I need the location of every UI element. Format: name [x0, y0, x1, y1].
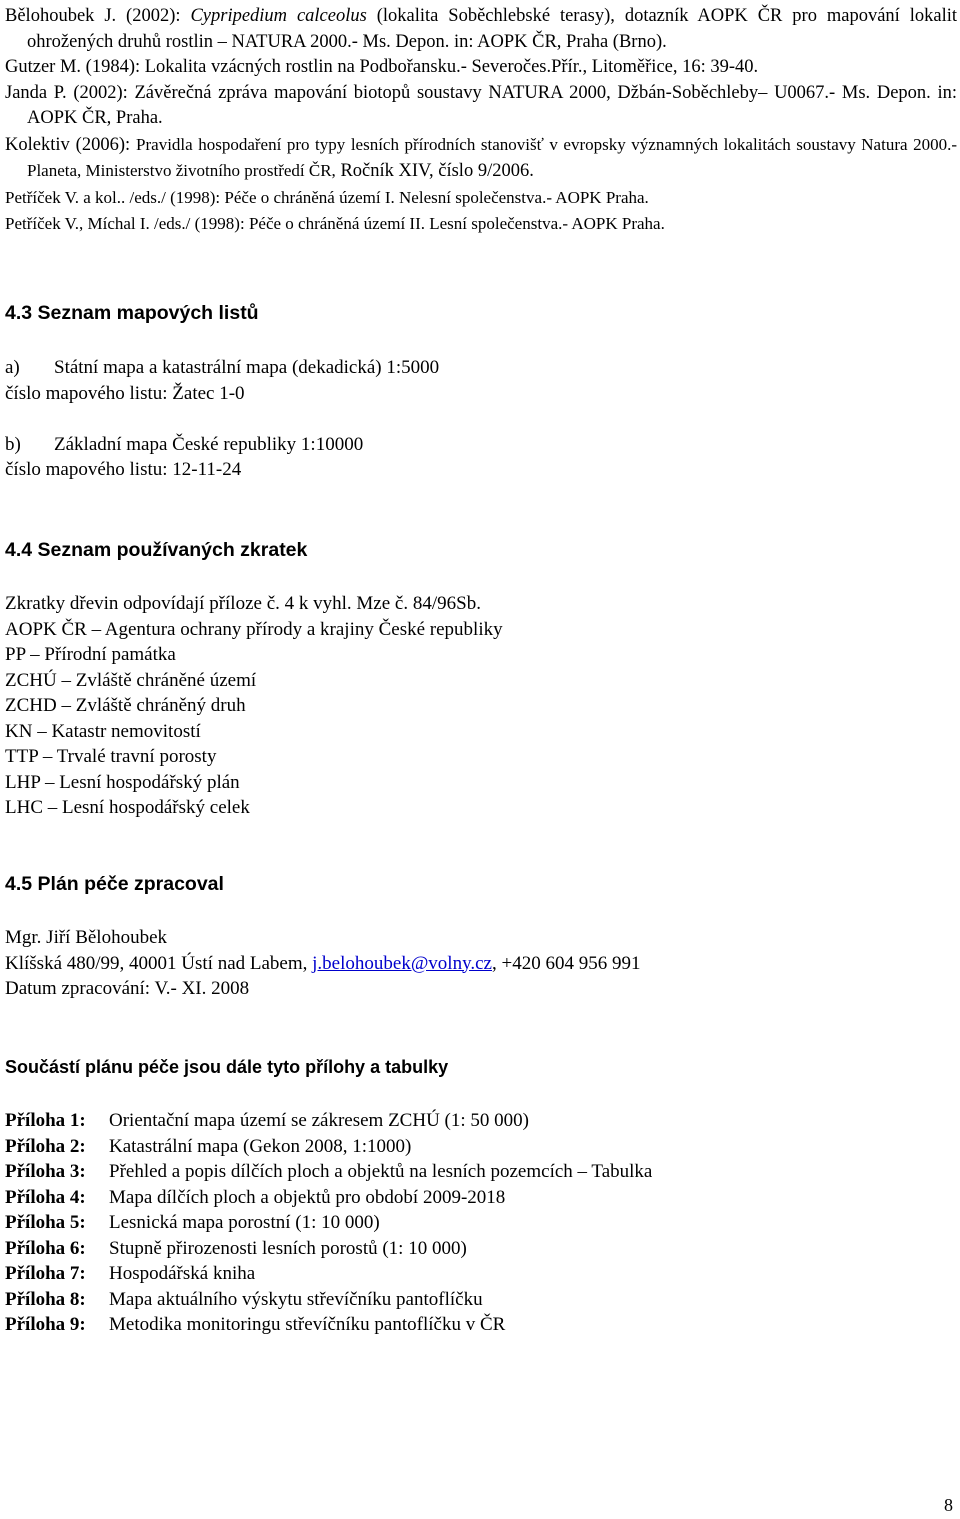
abbreviation-item: LHP – Lesní hospodářský plán	[5, 771, 240, 793]
attachment-item: Příloha 3: Přehled a popis dílčích ploch a objektů na lesních pozemcích – Tabulka	[5, 1161, 653, 1182]
reference-text: Pravidla hospodaření pro typy lesních přírodních stanovišť v evropsky významných lokalitách soustavy Natura 2000.- Planeta, Ministerstvo životního prostředí ČR,	[27, 134, 957, 180]
reference-list	[5, 4, 957, 238]
attachment-item: Příloha 2: Katastrální mapa (Gekon 2008, 1:1000)	[5, 1135, 412, 1157]
abbreviation-item: ZCHÚ – Zvláště chráněné území	[5, 669, 257, 691]
reference-text: Bělohoubek J. (2002):	[5, 6, 191, 26]
attachment-item: Příloha 8: Mapa aktuálního výskytu střevíčníku pantoflíčku	[5, 1288, 483, 1310]
reference-item: Gutzer M. (1984): Lokalita vzácných rostlin na Podbořansku.- Severočes.Přír., Litoměřice, 16: 39-40.	[5, 57, 759, 77]
reference-item	[5, 132, 957, 185]
map-sheet-number: číslo mapového listu: Žatec 1-0	[5, 382, 245, 404]
reference-text: Petříček V., Míchal I. /eds./ (1998): Péče o chráněná území II. Lesní společenstva.- AOPK Praha.	[5, 214, 665, 233]
reference-item	[5, 4, 957, 55]
map-sheets-list	[5, 355, 439, 483]
abbreviation-item: KN – Katastr nemovitostí	[5, 720, 201, 742]
attachments-heading: Součástí plánu péče jsou dále tyto přílohy a tabulky	[5, 1057, 449, 1077]
attachment-item: Příloha 5: Lesnická mapa porostní (1: 10 000)	[5, 1212, 380, 1233]
attachment-item: Příloha 7: Hospodářská kniha	[5, 1263, 256, 1284]
reference-text: Ročník XIV, číslo 9/2006.	[335, 161, 534, 181]
section-heading-map-sheets: 4.3 Seznam mapových listů	[5, 302, 259, 324]
email-link[interactable]: j.belohoubek@volny.cz	[312, 952, 492, 974]
abbreviation-item: AOPK ČR – Agentura ochrany přírody a krajiny České republiky	[5, 618, 503, 640]
reference-text: (lokalita Soběchlebské terasy), dotazník AOPK ČR pro mapování lokalit ohrožených druhů rostlin – NATURA 2000.- Ms. Depon. in: AOPK ČR, Praha (Brno).	[27, 6, 958, 52]
attachment-item: Příloha 9: Metodika monitoringu střevíčníku pantoflíčku v ČR	[5, 1314, 506, 1335]
abbreviation-item: TTP – Trvalé travní porosty	[5, 746, 217, 767]
abbreviation-item: ZCHD – Zvláště chráněný druh	[5, 695, 246, 716]
reference-text: Kolektiv (2006):	[5, 134, 137, 155]
abbreviation-item: Zkratky dřevin odpovídají příloze č. 4 k vyhl. Mze č. 84/96Sb.	[5, 593, 481, 614]
section-heading-abbreviations: 4.4 Seznam používaných zkratek	[5, 539, 308, 561]
reference-item	[5, 185, 957, 212]
abbreviation-list	[5, 591, 503, 821]
processing-date: Datum zpracování: V.- XI. 2008	[5, 978, 250, 999]
page-number: 8	[944, 1495, 953, 1515]
attachment-item: Příloha 1: Orientační mapa území se zákresem ZCHÚ (1: 50 000)	[5, 1110, 529, 1131]
author-address: Klíšská 480/99, 40001 Ústí nad Labem, j.belohoubek@volny.cz, +420 604 956 991	[5, 952, 641, 974]
map-sheet-item: b) Základní mapa České republiky 1:10000	[5, 433, 364, 455]
attachment-item: Příloha 4: Mapa dílčích ploch a objektů pro období 2009-2018	[5, 1186, 506, 1208]
reference-item: Janda P. (2002): Závěrečná zpráva mapování biotopů soustavy NATURA 2000, Džbán-Soběchleby– U0067.- Ms. Depon. in: AOPK ČR, Praha.	[5, 82, 957, 128]
author-block	[5, 925, 640, 1002]
reference-text: Petříček V. a kol.. /eds./ (1998): Péče o chráněná území I. Nelesní společenstva.- AOPK Praha.	[5, 187, 649, 207]
abbreviation-item: LHC – Lesní hospodářský celek	[5, 797, 250, 818]
abbreviation-item: PP – Přírodní památka	[5, 644, 176, 665]
attachment-item: Příloha 6: Stupně přirozenosti lesních porostů (1: 10 000)	[5, 1237, 467, 1259]
section-heading-author: 4.5 Plán péče zpracoval	[5, 873, 224, 895]
reference-item	[5, 211, 957, 238]
attachments-list	[5, 1108, 652, 1338]
author-name: Mgr. Jiří Bělohoubek	[5, 927, 168, 948]
map-sheet-number: číslo mapového listu: 12-11-24	[5, 459, 242, 480]
species-name: Cypripedium calceolus	[190, 6, 367, 26]
map-sheet-item: a) Státní mapa a katastrální mapa (dekadická) 1:5000	[5, 357, 440, 378]
